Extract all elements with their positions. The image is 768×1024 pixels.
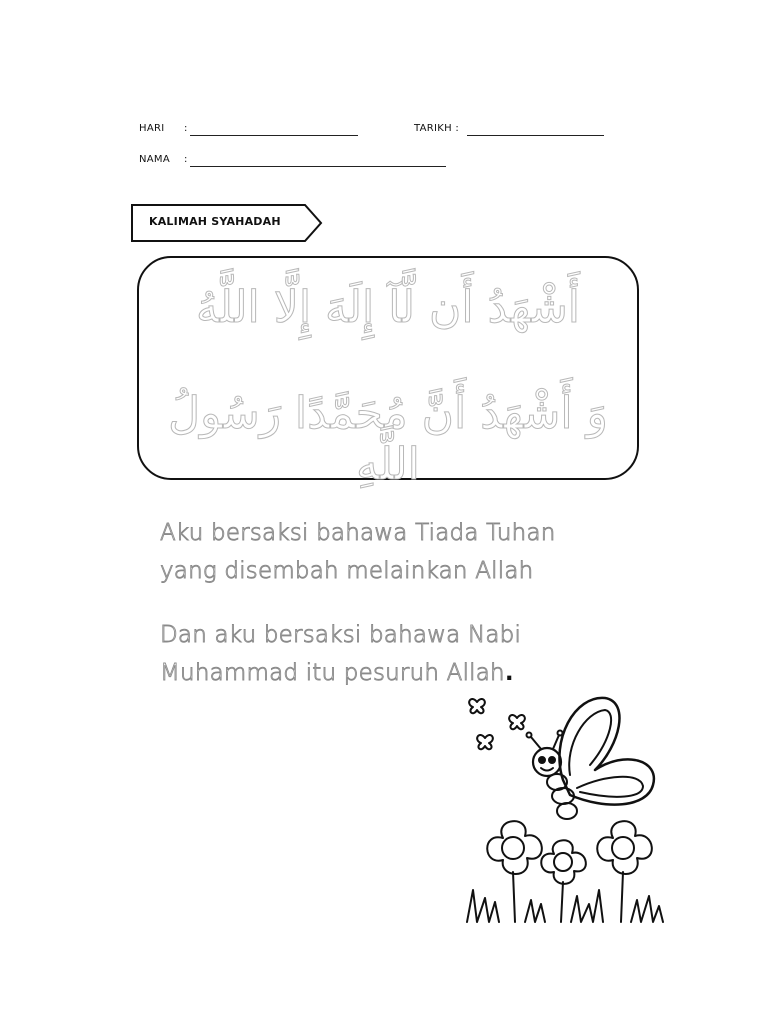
nama-input-line[interactable] bbox=[190, 166, 446, 167]
arabic-line-1: أَشْهَدُ أَن لَّآ إِلَهَ إِلَّا اللَّهُ bbox=[195, 282, 581, 333]
butterfly-flowers-illustration bbox=[455, 690, 670, 925]
banner-title: KALIMAH SYAHADAH bbox=[149, 215, 281, 228]
translation-para2-line2 bbox=[160, 660, 514, 686]
nama-colon: : bbox=[184, 154, 188, 165]
arabic-line-2: وَ أَشْهَدُ أَنَّ مُحَمَّدًا رَسُولُ اللَّهِ bbox=[168, 388, 608, 490]
hari-label: HARI bbox=[139, 123, 165, 134]
translation-para2-line2-text: Muhammad itu pesuruh Allah bbox=[160, 660, 505, 686]
small-butterfly-icon bbox=[469, 699, 485, 713]
translation-para1-line2: yang disembah melainkan Allah bbox=[160, 558, 534, 584]
flower-icon bbox=[487, 821, 542, 874]
flower-icon bbox=[541, 840, 586, 884]
section-banner bbox=[131, 204, 321, 242]
hari-colon: : bbox=[184, 123, 188, 134]
small-butterfly-icon bbox=[509, 715, 525, 729]
small-butterfly-icon bbox=[477, 735, 493, 749]
tarikh-label: TARIKH : bbox=[414, 123, 460, 134]
arabic-tracing-box bbox=[137, 256, 639, 490]
nama-label: NAMA bbox=[139, 154, 170, 165]
translation-period: . bbox=[504, 660, 514, 686]
grass-icon bbox=[467, 890, 663, 922]
tarikh-input-line[interactable] bbox=[467, 135, 604, 136]
butterfly-icon bbox=[527, 698, 654, 819]
hari-input-line[interactable] bbox=[190, 135, 358, 136]
flower-icon bbox=[597, 821, 652, 874]
translation-para2-line1: Dan aku bersaksi bahawa Nabi bbox=[160, 622, 522, 648]
translation-para1-line1: Aku bersaksi bahawa Tiada Tuhan bbox=[160, 520, 556, 546]
